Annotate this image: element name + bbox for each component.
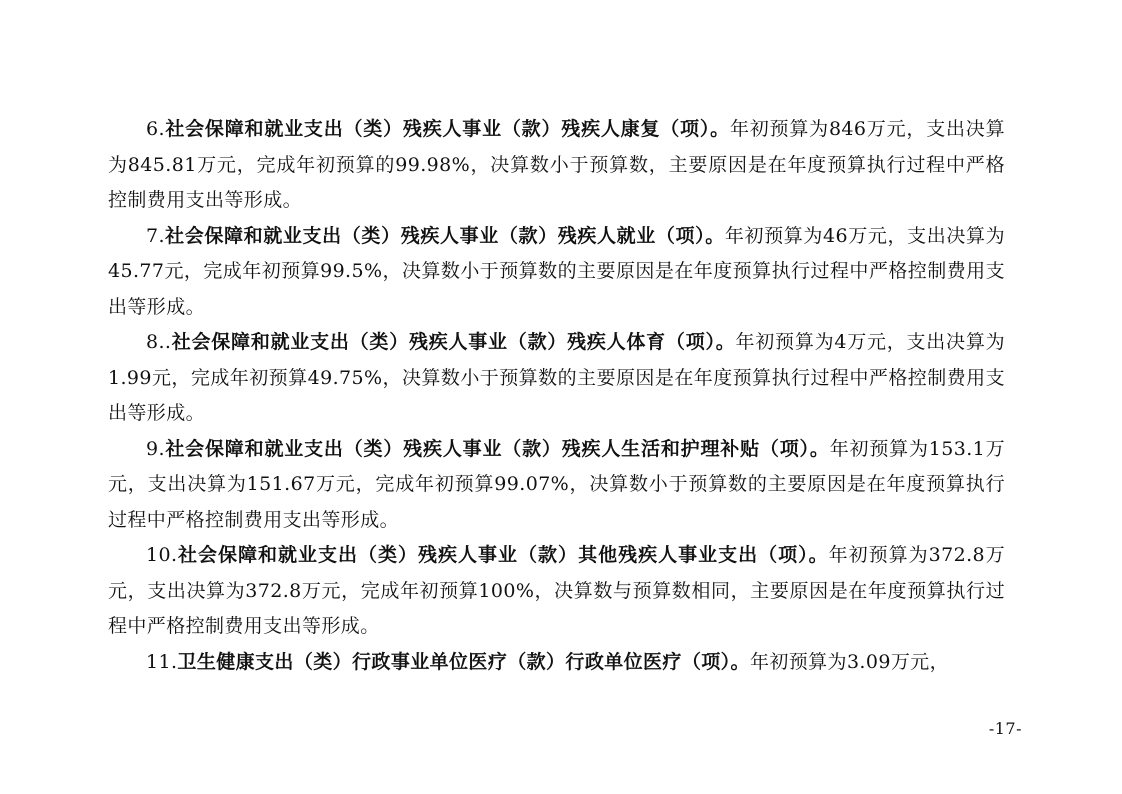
paragraph-item-9 [108,432,1005,539]
paragraph-heading: 社会保障和就业支出（类）残疾人事业（款）其他残疾人事业支出（项）。 [177,544,829,566]
paragraph-number: 7. [146,224,165,247]
page-number: -17- [988,719,1022,738]
paragraph-heading: 社会保障和就业支出（类）残疾人事业（款）残疾人康复（项）。 [164,118,730,140]
document-page [108,112,1005,680]
paragraph-number: 11. [146,650,178,673]
paragraph-item-8 [108,325,1005,432]
paragraph-heading: 卫生健康支出（类）行政事业单位医疗（款）行政单位医疗（项）。 [177,650,750,673]
paragraph-body: 年初预算为4万元，支出决算为1.99元，完成年初预算49.75%，决算数小于预算数的主要原因是在年度预算执行过程中严格控制费用支出等形成。 [108,331,1005,424]
paragraph-item-7 [108,219,1005,326]
paragraph-number: 6. [146,118,165,140]
paragraph-heading: 社会保障和就业支出（类）残疾人事业（款）残疾人生活和护理补贴（项）。 [164,437,830,460]
paragraph-body: 年初预算为153.1万元，支出决算为151.67万元，完成年初预算99.07%，决算数小于预算数的主要原因是在年度预算执行过程中严格控制费用支出等形成。 [108,437,1005,531]
paragraph-body: 年初预算为372.8万元，支出决算为372.8万元，完成年初预算100%，决算数与预算数相同，主要原因是在年度预算执行过程中严格控制费用支出等形成。 [108,544,1005,637]
paragraph-number: 10. [146,544,178,566]
paragraph-item-11 [108,645,1005,681]
paragraph-number: 8.. [146,331,172,353]
paragraph-item-6 [108,112,1005,219]
paragraph-body: 年初预算为846万元，支出决算为845.81万元，完成年初预算的99.98%，决算数小于预算数，主要原因是在年度预算执行过程中严格控制费用支出等形成。 [108,118,1005,211]
paragraph-body: 年初预算为46万元，支出决算为45.77元，完成年初预算99.5%，决算数小于预算数的主要原因是在年度预算执行过程中严格控制费用支出等形成。 [108,224,1005,318]
paragraph-heading: 社会保障和就业支出（类）残疾人事业（款）残疾人就业（项）。 [164,224,725,247]
paragraph-heading: 社会保障和就业支出（类）残疾人事业（款）残疾人体育（项）。 [171,331,736,353]
paragraph-number: 9. [146,437,165,460]
paragraph-body: 年初预算为3.09万元， [749,650,950,673]
paragraph-item-10 [108,538,1005,645]
